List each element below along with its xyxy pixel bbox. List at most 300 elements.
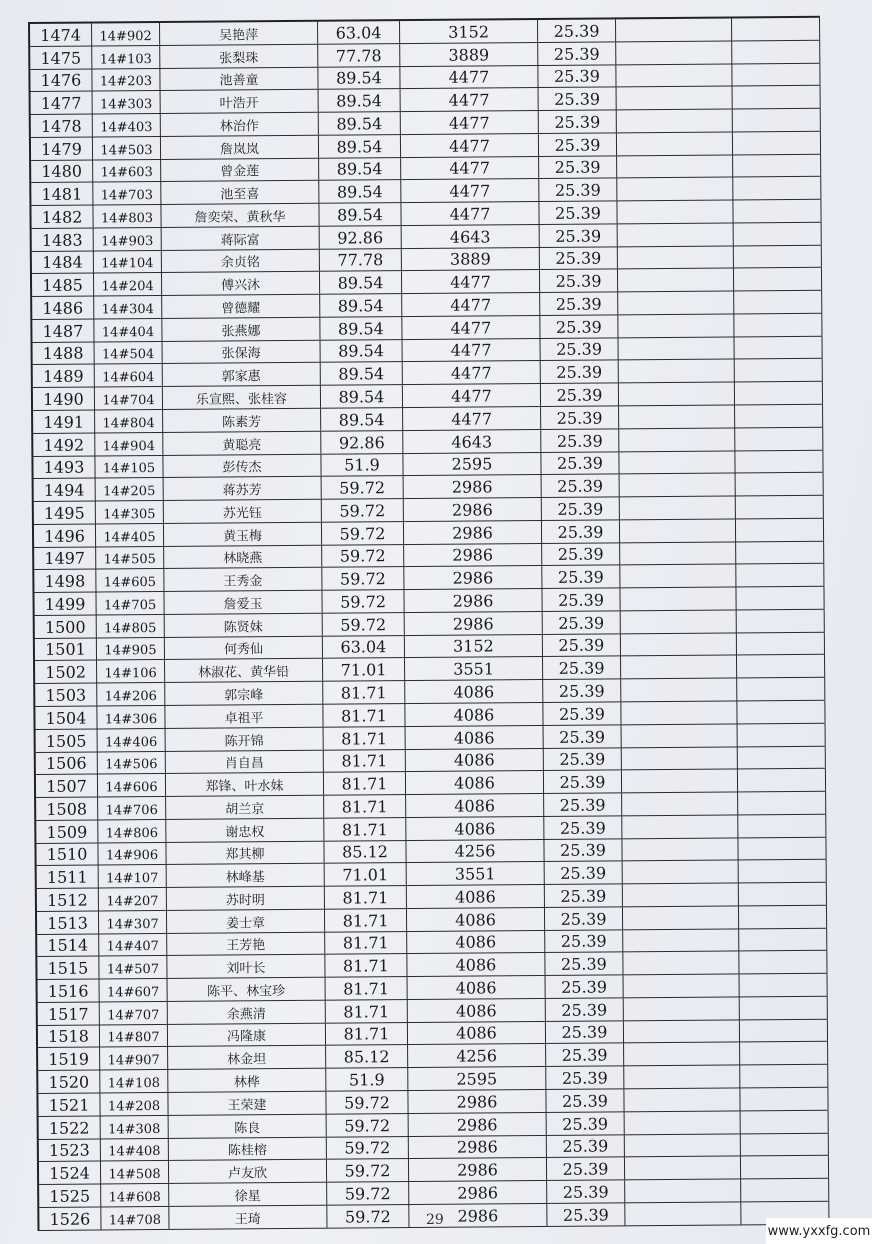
amount-value: 4086 [408, 999, 546, 1022]
area-value: 89.54 [320, 317, 402, 339]
room-code: 14#607 [100, 979, 168, 1001]
rate-value: 25.39 [539, 202, 617, 224]
amount-value: 3152 [400, 20, 538, 43]
empty-cell [737, 701, 825, 723]
empty-cell [623, 884, 739, 907]
owner-name: 余燕清 [168, 1001, 326, 1024]
room-code: 14#104 [94, 251, 162, 273]
rate-value: 25.39 [543, 680, 621, 702]
empty-cell [622, 815, 738, 838]
area-value: 51.9 [326, 1068, 408, 1090]
room-code: 14#704 [95, 387, 163, 409]
amount-value: 4477 [400, 66, 538, 89]
row-number: 1494 [34, 479, 96, 501]
area-value: 63.04 [318, 21, 400, 43]
row-number: 1505 [36, 729, 98, 751]
amount-value: 4086 [408, 976, 546, 999]
rate-value: 25.39 [542, 520, 620, 542]
empty-cell [734, 268, 822, 290]
room-code: 14#106 [97, 660, 165, 682]
room-code: 14#604 [95, 364, 163, 386]
room-code: 14#208 [100, 1093, 168, 1115]
owner-name: 张梨珠 [160, 44, 318, 67]
empty-cell [624, 1088, 740, 1111]
area-value: 77.78 [318, 44, 400, 66]
row-number: 1513 [37, 911, 99, 933]
amount-value: 4086 [406, 726, 544, 749]
amount-value: 2986 [409, 1204, 547, 1227]
amount-value: 4086 [407, 931, 545, 954]
amount-value: 2595 [408, 1067, 546, 1090]
owner-name: 林金坦 [168, 1046, 326, 1069]
row-number: 1509 [36, 820, 98, 842]
empty-cell [622, 838, 738, 861]
room-code: 14#304 [94, 296, 162, 318]
rate-value: 25.39 [544, 793, 622, 815]
owner-name: 陈开锦 [166, 727, 324, 750]
amount-value: 4086 [407, 908, 545, 931]
empty-cell [618, 269, 734, 292]
row-number: 1514 [37, 934, 99, 956]
room-code: 14#107 [99, 865, 167, 887]
rate-value: 25.39 [541, 452, 619, 474]
amount-value: 3551 [407, 862, 545, 885]
area-value: 92.86 [320, 226, 402, 248]
amount-value: 4477 [402, 270, 540, 293]
empty-cell [737, 655, 825, 677]
rate-value: 25.39 [541, 429, 619, 451]
amount-value: 2986 [404, 498, 542, 521]
rate-value: 25.39 [545, 953, 623, 975]
empty-cell [739, 951, 827, 973]
amount-value: 2986 [409, 1113, 547, 1136]
row-number: 1525 [39, 1185, 101, 1207]
owner-name: 林淑花、黄华铅 [165, 659, 323, 682]
amount-value: 4477 [401, 111, 539, 134]
empty-cell [618, 314, 734, 337]
owner-name: 陈贤妹 [165, 614, 323, 637]
area-value: 92.86 [321, 431, 403, 453]
room-code: 14#708 [101, 1207, 169, 1229]
owner-name: 王芳艳 [167, 932, 325, 955]
area-value: 59.72 [322, 590, 404, 612]
area-value: 89.54 [321, 363, 403, 385]
empty-cell [737, 678, 825, 700]
page-number: 29 [426, 1212, 444, 1228]
room-code: 14#308 [101, 1116, 169, 1138]
row-number: 1515 [37, 957, 99, 979]
amount-value: 3551 [405, 657, 543, 680]
rate-value: 25.39 [545, 930, 623, 952]
rate-value: 25.39 [546, 976, 624, 998]
area-value: 59.72 [327, 1159, 409, 1181]
row-number: 1483 [32, 228, 94, 250]
area-value: 59.72 [322, 476, 404, 498]
empty-cell [618, 246, 734, 269]
row-number: 1478 [31, 115, 93, 137]
room-code: 14#703 [93, 182, 161, 204]
owner-name: 曾金莲 [161, 158, 319, 181]
empty-cell [734, 314, 822, 336]
empty-cell [740, 1019, 828, 1041]
room-code: 14#606 [98, 774, 166, 796]
empty-cell [617, 132, 733, 155]
row-number: 1501 [35, 638, 97, 660]
room-code: 14#504 [95, 342, 163, 364]
row-number: 1491 [33, 411, 95, 433]
room-code: 14#307 [99, 911, 167, 933]
rate-value: 25.39 [545, 884, 623, 906]
row-number: 1495 [34, 502, 96, 524]
empty-cell [621, 610, 737, 633]
rate-value: 25.39 [547, 1158, 625, 1180]
empty-cell [736, 564, 824, 586]
empty-cell [739, 906, 827, 928]
empty-cell [625, 1134, 741, 1157]
amount-value: 4477 [402, 293, 540, 316]
amount-value: 4477 [403, 407, 541, 430]
amount-value: 2595 [403, 453, 541, 476]
room-code: 14#605 [96, 569, 164, 591]
amount-value: 2986 [404, 521, 542, 544]
room-code: 14#503 [93, 137, 161, 159]
area-value: 89.54 [321, 408, 403, 430]
amount-value: 4477 [401, 134, 539, 157]
empty-cell [616, 18, 732, 41]
owner-name: 蒋苏芳 [164, 477, 322, 500]
area-value: 85.12 [326, 1045, 408, 1067]
rate-value: 25.39 [546, 1089, 624, 1111]
rate-value: 25.39 [539, 88, 617, 110]
empty-cell [622, 747, 738, 770]
owner-name: 吴艳萍 [160, 22, 318, 45]
amount-value: 4086 [408, 1022, 546, 1045]
room-code: 14#404 [94, 319, 162, 341]
empty-cell [621, 656, 737, 679]
empty-cell [732, 63, 820, 85]
room-code: 14#805 [97, 615, 165, 637]
empty-cell [733, 132, 821, 154]
area-value: 89.54 [319, 203, 401, 225]
row-number: 1482 [31, 206, 93, 228]
row-number: 1492 [33, 433, 95, 455]
amount-value: 4477 [403, 339, 541, 362]
room-code: 14#706 [98, 797, 166, 819]
row-number: 1480 [31, 160, 93, 182]
area-value: 59.72 [327, 1137, 409, 1159]
empty-cell [733, 86, 821, 108]
amount-value: 4477 [401, 88, 539, 111]
amount-value: 2986 [404, 589, 542, 612]
empty-cell [740, 974, 828, 996]
room-code: 14#603 [93, 160, 161, 182]
empty-cell [617, 87, 733, 110]
rate-value: 25.39 [542, 589, 620, 611]
room-code: 14#306 [97, 706, 165, 728]
empty-cell [616, 64, 732, 87]
empty-cell [624, 1066, 740, 1089]
row-number: 1508 [36, 798, 98, 820]
amount-value: 4477 [402, 316, 540, 339]
room-code: 14#406 [98, 729, 166, 751]
empty-cell [738, 769, 826, 791]
owner-name: 郭宗峰 [165, 682, 323, 705]
area-value: 59.72 [327, 1114, 409, 1136]
amount-value: 4477 [403, 361, 541, 384]
row-number: 1489 [33, 365, 95, 387]
area-value: 81.71 [326, 1000, 408, 1022]
amount-value: 2986 [404, 475, 542, 498]
amount-value: 4643 [403, 430, 541, 453]
area-value: 71.01 [323, 658, 405, 680]
owner-name: 蒋际富 [162, 227, 320, 250]
empty-cell [625, 1157, 741, 1180]
area-value: 63.04 [323, 636, 405, 658]
owner-name: 余贞铭 [162, 249, 320, 272]
empty-cell [737, 610, 825, 632]
area-value: 59.72 [322, 545, 404, 567]
empty-cell [735, 359, 823, 381]
row-number: 1477 [31, 92, 93, 114]
area-value: 81.71 [323, 681, 405, 703]
empty-cell [619, 451, 735, 474]
rate-value: 25.39 [541, 338, 619, 360]
rate-value: 25.39 [538, 65, 616, 87]
owner-name: 彭传杰 [163, 454, 321, 477]
rate-value: 25.39 [541, 361, 619, 383]
room-code: 14#902 [92, 23, 160, 45]
owner-name: 曾德耀 [162, 295, 320, 318]
empty-cell [740, 1065, 828, 1087]
area-value: 81.71 [326, 1023, 408, 1045]
row-number: 1479 [31, 137, 93, 159]
owner-name: 张保海 [163, 340, 321, 363]
rate-value: 25.39 [538, 19, 616, 41]
empty-cell [739, 928, 827, 950]
empty-cell [623, 861, 739, 884]
rate-value: 25.39 [540, 315, 618, 337]
empty-cell [616, 41, 732, 64]
rate-value: 25.39 [539, 179, 617, 201]
owner-name: 傅兴沐 [162, 272, 320, 295]
amount-value: 2986 [409, 1135, 547, 1158]
owner-name: 谢忠权 [166, 818, 324, 841]
rate-value: 25.39 [544, 748, 622, 770]
row-number: 1490 [33, 388, 95, 410]
area-value: 89.54 [319, 135, 401, 157]
rate-value: 25.39 [543, 702, 621, 724]
empty-cell [741, 1110, 829, 1132]
empty-cell [736, 496, 824, 518]
amount-value: 3152 [405, 635, 543, 658]
area-value: 59.72 [322, 522, 404, 544]
empty-cell [740, 1042, 828, 1064]
room-code: 14#506 [98, 751, 166, 773]
row-number: 1524 [39, 1162, 101, 1184]
empty-cell [620, 497, 736, 520]
rate-value: 25.39 [541, 384, 619, 406]
rate-value: 25.39 [538, 42, 616, 64]
room-code: 14#108 [100, 1070, 168, 1092]
room-code: 14#403 [93, 114, 161, 136]
empty-cell [625, 1202, 741, 1225]
amount-value: 2986 [409, 1158, 547, 1181]
row-number: 1484 [32, 251, 94, 273]
rate-value: 25.39 [547, 1135, 625, 1157]
owner-name: 肖自昌 [166, 750, 324, 773]
rate-value: 25.39 [544, 725, 622, 747]
room-code: 14#204 [94, 273, 162, 295]
empty-cell [617, 201, 733, 224]
owner-name: 徐星 [169, 1183, 327, 1206]
owner-name: 王秀金 [164, 568, 322, 591]
area-value: 81.71 [324, 727, 406, 749]
row-number: 1504 [35, 706, 97, 728]
empty-cell [621, 679, 737, 702]
empty-cell [735, 405, 823, 427]
owner-name: 池至喜 [161, 181, 319, 204]
empty-cell [736, 587, 824, 609]
empty-cell [741, 1156, 829, 1178]
rate-value: 25.39 [540, 293, 618, 315]
room-code: 14#807 [100, 1025, 168, 1047]
rate-value: 25.39 [542, 475, 620, 497]
amount-value: 2986 [409, 1181, 547, 1204]
room-code: 14#105 [95, 455, 163, 477]
row-number: 1519 [38, 1048, 100, 1070]
empty-cell [734, 336, 822, 358]
row-number: 1518 [38, 1025, 100, 1047]
room-code: 14#608 [101, 1184, 169, 1206]
empty-cell [739, 883, 827, 905]
owner-name: 陈良 [169, 1114, 327, 1137]
empty-cell [622, 770, 738, 793]
area-value: 89.54 [320, 294, 402, 316]
area-value: 89.54 [319, 89, 401, 111]
owner-name: 苏光钰 [164, 500, 322, 523]
amount-value: 4086 [405, 703, 543, 726]
owner-name: 冯隆康 [168, 1023, 326, 1046]
room-code: 14#207 [99, 888, 167, 910]
empty-cell [623, 906, 739, 929]
rate-value: 25.39 [543, 611, 621, 633]
owner-name: 郑锋、叶水妹 [166, 773, 324, 796]
rate-value: 25.39 [544, 771, 622, 793]
empty-cell [737, 632, 825, 654]
owner-name: 叶浩开 [161, 90, 319, 113]
empty-cell [734, 291, 822, 313]
empty-cell [740, 997, 828, 1019]
area-value: 81.71 [323, 704, 405, 726]
owner-name: 卢友欣 [169, 1160, 327, 1183]
owner-name: 何秀仙 [165, 636, 323, 659]
empty-cell [619, 405, 735, 428]
row-number: 1520 [38, 1071, 100, 1093]
owner-name: 张燕娜 [162, 318, 320, 341]
rate-value: 25.39 [540, 270, 618, 292]
empty-cell [736, 519, 824, 541]
room-code: 14#507 [99, 956, 167, 978]
room-code: 14#305 [96, 501, 164, 523]
row-number: 1516 [38, 980, 100, 1002]
area-value: 89.54 [319, 158, 401, 180]
area-value: 51.9 [321, 454, 403, 476]
area-value: 59.72 [322, 499, 404, 521]
row-number: 1499 [34, 593, 96, 615]
room-code: 14#705 [96, 592, 164, 614]
area-value: 81.71 [325, 886, 407, 908]
area-value: 81.71 [324, 772, 406, 794]
room-code: 14#303 [93, 91, 161, 113]
empty-cell [735, 382, 823, 404]
rate-value: 25.39 [540, 247, 618, 269]
owner-name: 刘叶长 [167, 955, 325, 978]
empty-cell [619, 383, 735, 406]
amount-value: 4086 [405, 680, 543, 703]
room-code: 14#103 [92, 46, 160, 68]
area-value: 81.71 [325, 909, 407, 931]
empty-cell [740, 1088, 828, 1110]
owner-name: 郑其柳 [166, 841, 324, 864]
amount-value: 4086 [406, 771, 544, 794]
empty-cell [624, 975, 740, 998]
area-value: 81.71 [324, 750, 406, 772]
owner-name: 郭家惠 [163, 363, 321, 386]
row-number: 1486 [32, 297, 94, 319]
room-code: 14#904 [95, 433, 163, 455]
amount-value: 4086 [406, 794, 544, 817]
row-number: 1511 [37, 866, 99, 888]
empty-cell [619, 360, 735, 383]
rate-value: 25.39 [546, 1044, 624, 1066]
amount-value: 4477 [401, 202, 539, 225]
rate-value: 25.39 [546, 1021, 624, 1043]
amount-value: 2986 [404, 566, 542, 589]
amount-value: 4086 [406, 817, 544, 840]
empty-cell [735, 428, 823, 450]
area-value: 81.71 [324, 818, 406, 840]
room-code: 14#206 [97, 683, 165, 705]
amount-value: 2986 [408, 1090, 546, 1113]
row-number: 1476 [30, 69, 92, 91]
row-number: 1474 [30, 23, 92, 45]
rate-value: 25.39 [541, 406, 619, 428]
amount-value: 2986 [405, 612, 543, 635]
row-number: 1503 [35, 684, 97, 706]
owner-name: 陈平、林宝珍 [168, 978, 326, 1001]
empty-cell [735, 450, 823, 472]
room-code: 14#508 [101, 1161, 169, 1183]
empty-cell [620, 588, 736, 611]
rate-value: 25.39 [543, 657, 621, 679]
amount-value: 3889 [402, 248, 540, 271]
rate-value: 25.39 [542, 497, 620, 519]
owner-name: 王琦 [169, 1205, 327, 1228]
empty-cell [617, 155, 733, 178]
owner-name: 乐宣熙、张桂容 [163, 386, 321, 409]
empty-cell [738, 746, 826, 768]
empty-cell [734, 245, 822, 267]
empty-cell [618, 223, 734, 246]
rate-value: 25.39 [547, 1203, 625, 1225]
room-code: 14#804 [95, 410, 163, 432]
row-number: 1485 [32, 274, 94, 296]
area-value: 77.78 [320, 249, 402, 271]
empty-cell [620, 519, 736, 542]
row-number: 1487 [32, 319, 94, 341]
empty-cell [622, 792, 738, 815]
owner-name: 黄聪亮 [163, 431, 321, 454]
